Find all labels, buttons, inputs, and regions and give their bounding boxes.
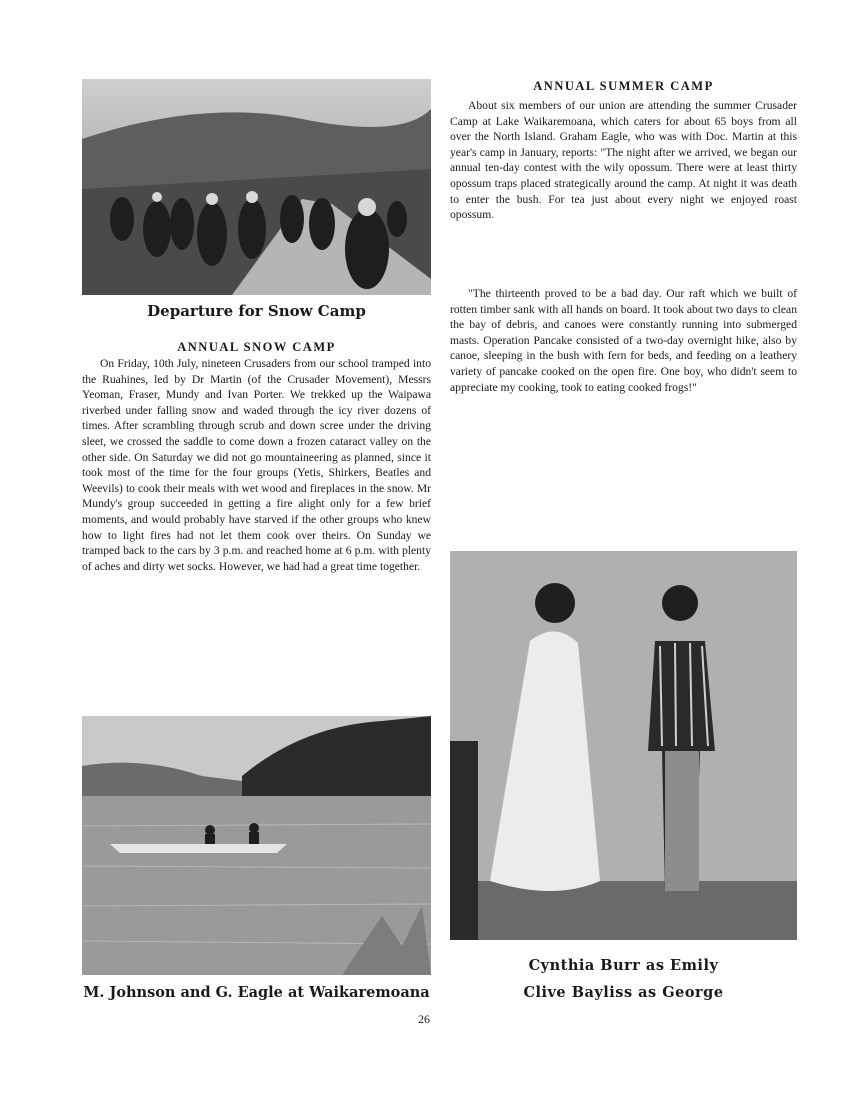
snow-camp-heading: ANNUAL SNOW CAMP: [177, 340, 336, 354]
snow-camp-body: On Friday, 10th July, nineteen Crusaders from our school tramped into the Ruahines, led by Dr Martin (of the Crusader Movement), Messrs Yeoman, Fraser, Mundy and Ivan Porter. We trekked up the Waipawa riverbed under falling snow and waded through the icy river dozens of times. After scrambling through scrub and down scree under the driving sleet, we crossed the saddle to come down a frozen cataract valley on the other side. On Saturday we did not go mountaineering as planned, since it took most of the time for the four groups (Yetis, Shirkers, Beatles and Weevils) to cook their meals with wet wood and fireplaces in the snow. Mr Mundy's group succeeded in getting a fire alight only for a few brief moments, and would probably have starved if the other groups who knew how to light fires had not let them cook over theirs. On Sunday we tramped back to the cars by 3 p.m. and reached home at 6 p.m. with plenty of aches and dirty wet socks. However, we had had a great time together.: [82, 357, 431, 573]
lake-caption: M. Johnson and G. Eagle at Waikaremoana: [83, 984, 430, 1001]
snow-camp-caption: Departure for Snow Camp: [147, 302, 366, 320]
summer-camp-paragraph-2: "The thirteenth proved to be a bad day. Our raft which we built of rotten timber sank with all hands on board. It took about two days to clean the bay of debris, and canoes were constantly running into submerged masts. Operation Pancake consisted of a two-day overnight hike, also by canoe, sleeping in the bush with fern for beds, and feeding on a leathery variety of pancake cooked on the open fire. One boy, who didn't seem to appreciate my cooking, took to eating cooked frogs!": [450, 287, 797, 394]
summer-camp-paragraph-1: About six members of our union are attending the summer Crusader Camp at Lake Waikaremoana, which caters for about 65 boys from all over the North Island. Graham Eagle, who was with Doc. Martin at this year's camp in January, reports: "The night after we arrived, we began our annual ten-day contest with the wily opossum. There were at least thirty opossum traps placed strategically around the camp. At night it was death to enter the bush. For tea just about every night we enjoyed roast opossum.: [450, 99, 797, 222]
page-number: 26: [418, 1012, 430, 1026]
play-photo: [450, 551, 797, 940]
summer-camp-heading: ANNUAL SUMMER CAMP: [533, 79, 714, 93]
lake-photo: [82, 716, 431, 975]
snow-camp-photo: [82, 79, 431, 295]
play-caption-line-1: Cynthia Burr as Emily: [528, 957, 719, 974]
play-caption-line-2: Clive Bayliss as George: [523, 984, 724, 1001]
